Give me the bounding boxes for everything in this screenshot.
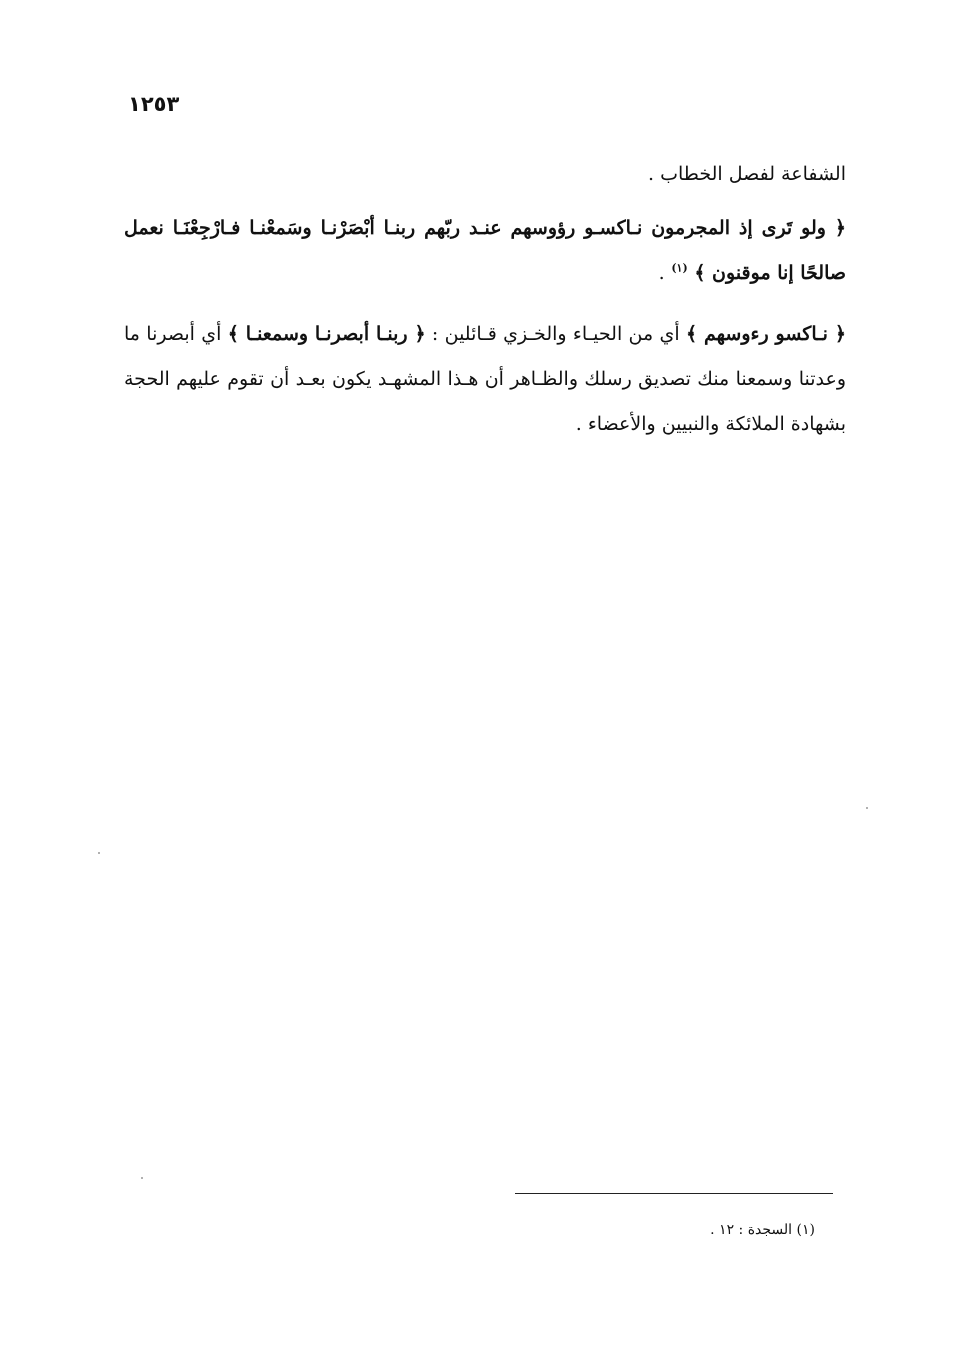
scan-speck [866, 807, 868, 809]
paragraph-verse [124, 206, 846, 296]
quoted-phrase-2: ﴿ ربنـا أبصرنـا وسمعنـا ﴾ [227, 323, 426, 345]
commentary-text-2: أي أبصرنا ما وعدتنا وسمعنا منك تصديق رسلك والظـاهر أن هـذا المشهـد يكون بعـد أن تقوم عليهم الحجة بشهادة الملائكة والنبيين والأعضاء . [124, 323, 846, 435]
paragraph-intro-text: الشفاعة لفصل الخطاب . [648, 163, 846, 185]
paragraph-commentary [124, 312, 846, 447]
footnote-marker[interactable]: (١) [671, 261, 688, 275]
scan-speck [141, 1177, 143, 1179]
commentary-text-1: أي من الحيـاء والخـزي قـائلين : [425, 323, 680, 345]
page-number: ١٢٥٣ [128, 92, 180, 116]
footnote: (١) السجدة : ١٢ . [710, 1222, 815, 1238]
scan-speck [98, 852, 100, 854]
verse-end-punctuation: . [658, 262, 665, 284]
quran-verse: ﴿ ولو تَرى إذ المجرمون نـاكسـو رؤوسهم عنـد ربّهم ربنـا أبْصَرْنـا وسَمعْنـا فـارْجِعْنَـا نعمل صالحًا إنا موقنون ﴾ [124, 217, 846, 284]
footnote-divider [515, 1193, 833, 1194]
paragraph-intro [124, 152, 846, 197]
quoted-phrase-1: ﴿ نـاكسو رءوسهم ﴾ [686, 323, 846, 345]
